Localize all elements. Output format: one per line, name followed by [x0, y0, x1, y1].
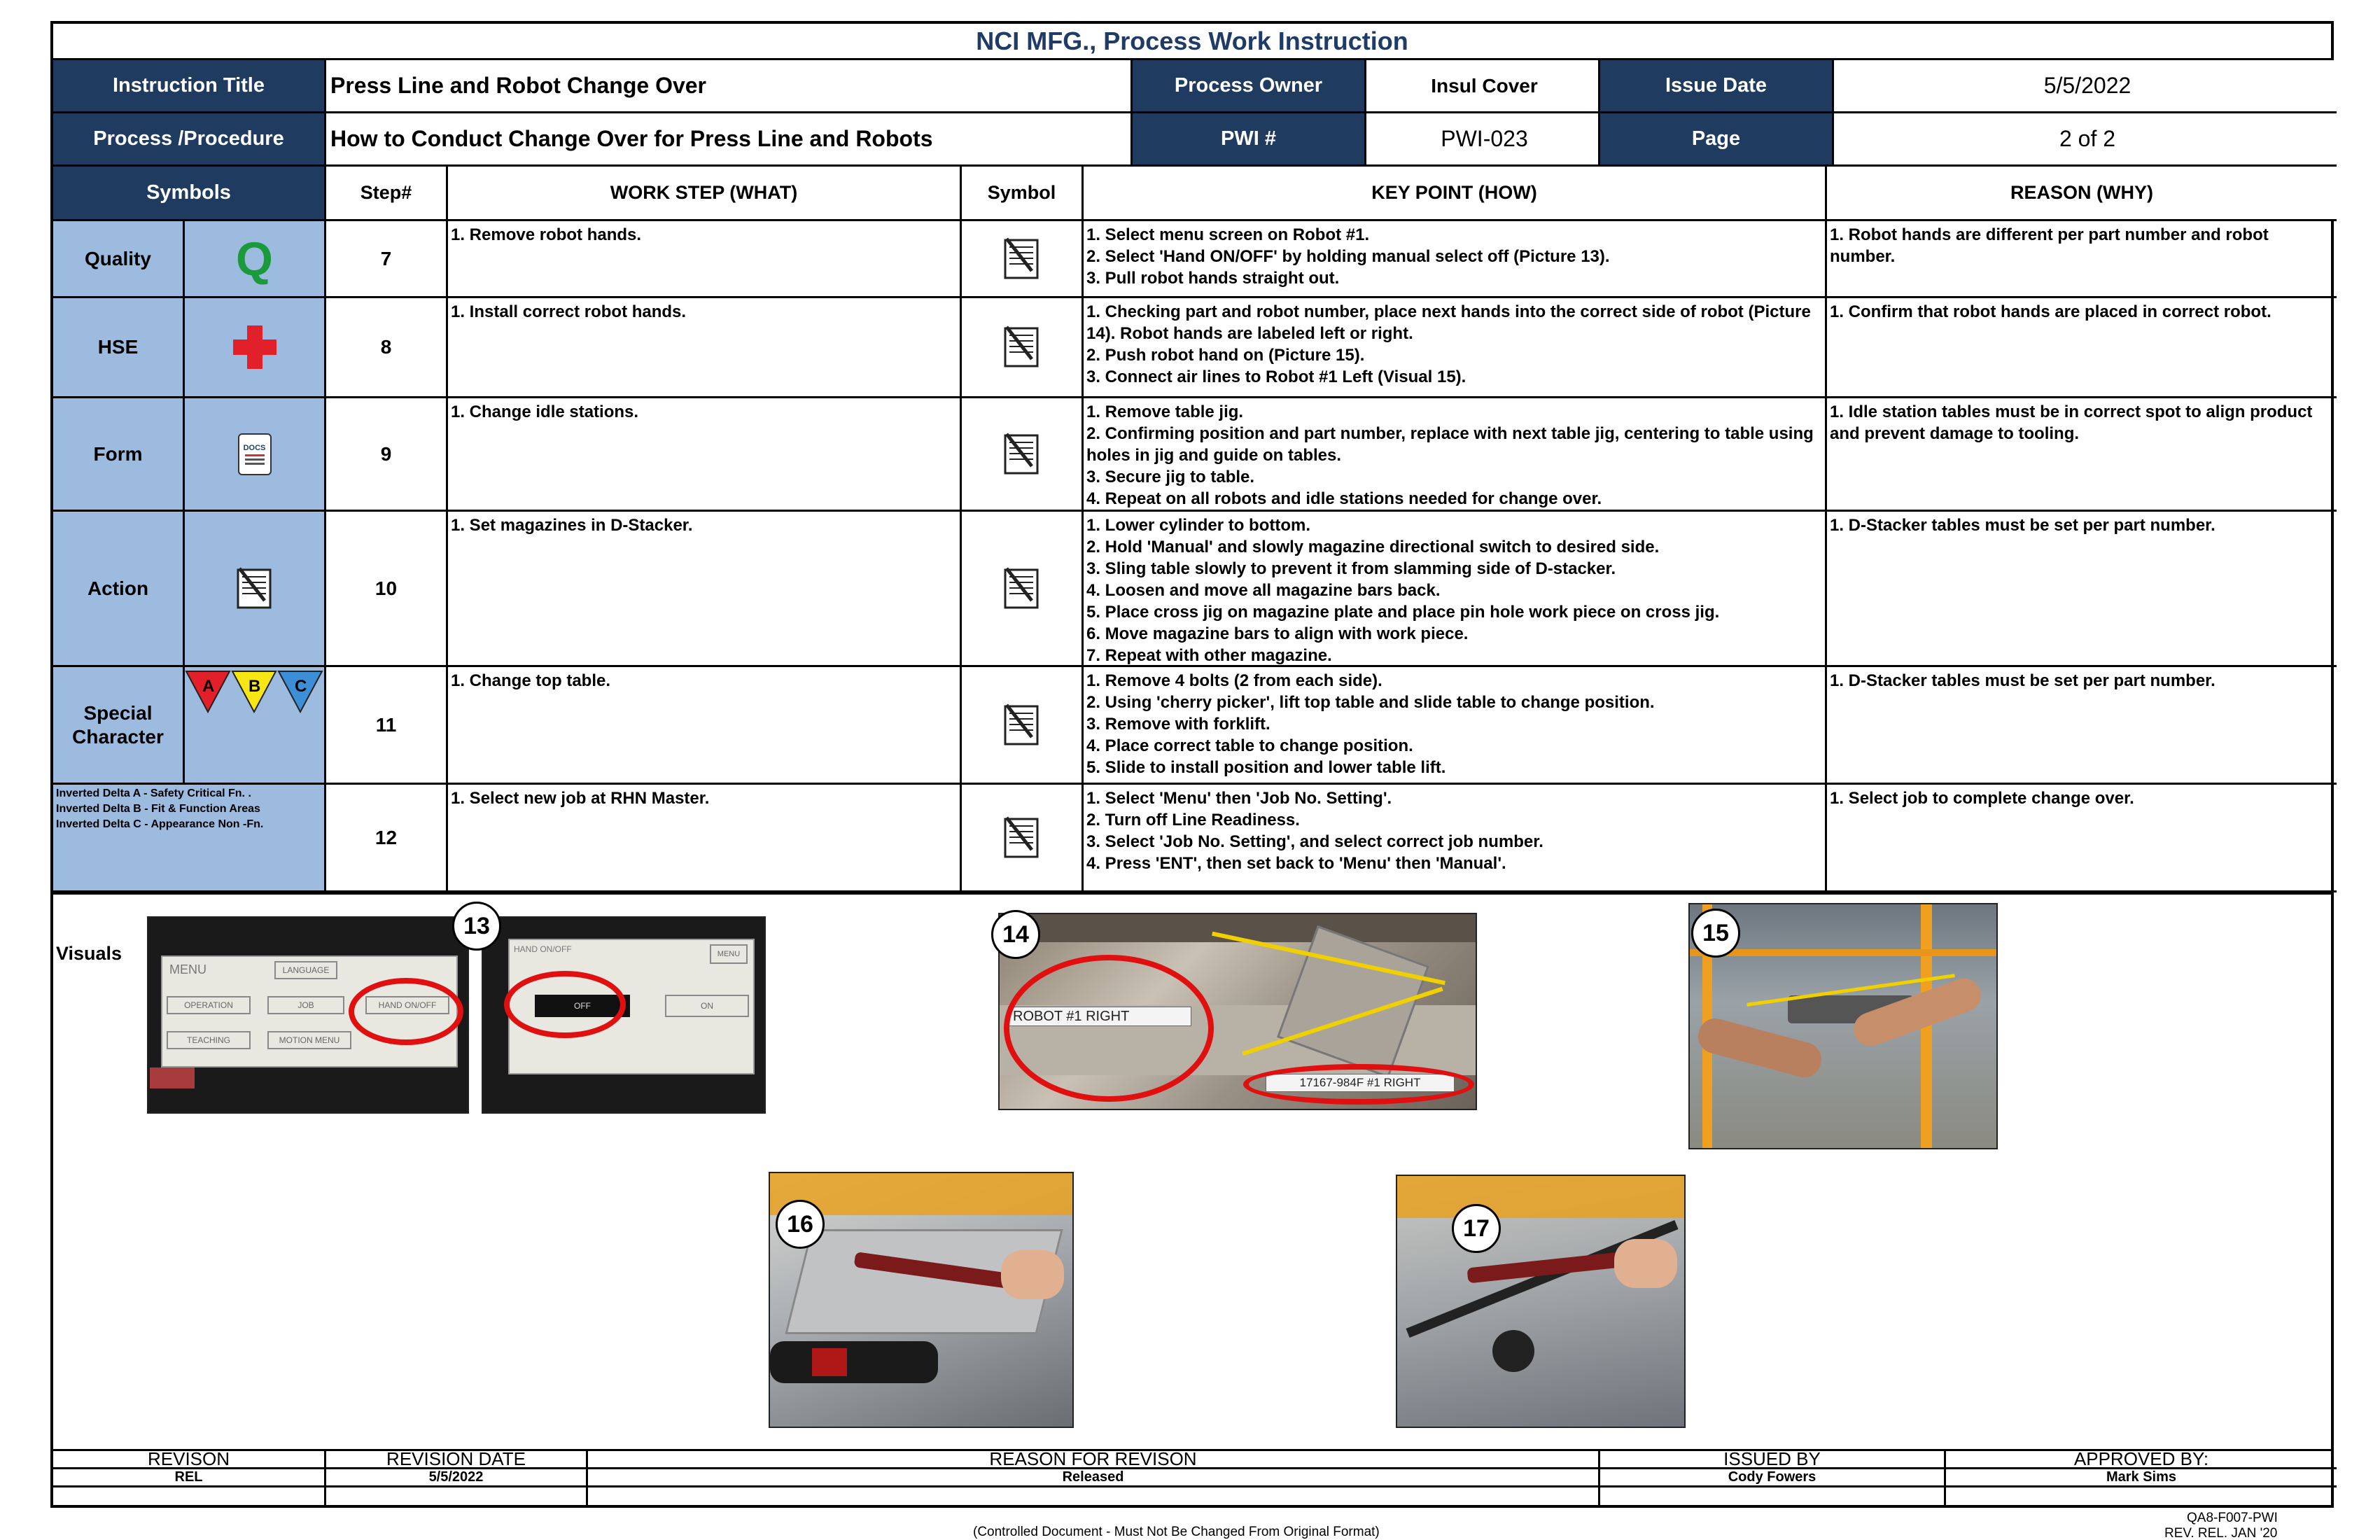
key-point-line: 4. Press 'ENT', then set back to 'Menu' then 'Manual'.	[1086, 854, 1506, 873]
key-point-text	[1084, 667, 1827, 785]
key-point-line: 3. Pull robot hands straight out.	[1086, 269, 1340, 288]
robot-label: ROBOT #1 RIGHT	[1008, 1007, 1191, 1026]
key-point-line: 2. Push robot hand on (Picture 15).	[1086, 346, 1365, 365]
key-point-line: 7. Repeat with other magazine.	[1086, 646, 1332, 665]
picture-13-hand-screen	[482, 916, 766, 1114]
instruction-title-value: Press Line and Robot Change Over	[326, 60, 1133, 113]
work-step-text: 1. Install correct robot hands.	[448, 298, 962, 398]
step-number: 9	[326, 398, 448, 512]
reason-text: 1. D-Stacker tables must be set per part number.	[1827, 512, 2337, 667]
delta-note: Inverted Delta C - Appearance Non -Fn.	[56, 818, 264, 830]
hmi-operation-button: OPERATION	[167, 996, 251, 1014]
key-point-line: 1. Remove table jig.	[1086, 402, 1244, 421]
pencil-paper-icon	[1001, 567, 1043, 610]
work-instruction-sheet	[50, 21, 2334, 1508]
legend-notes	[53, 785, 326, 892]
issue-date-label: Issue Date	[1600, 60, 1834, 113]
key-point-line: 1. Select 'Menu' then 'Job No. Setting'.	[1086, 789, 1392, 808]
process-owner-label: Process Owner	[1133, 60, 1366, 113]
delta-note: Inverted Delta B - Fit & Function Areas	[56, 803, 260, 815]
procedure-value: How to Conduct Change Over for Press Line and Robots	[326, 113, 1133, 167]
work-step-text: 1. Remove robot hands.	[448, 221, 962, 298]
key-point-line: 1. Select menu screen on Robot #1.	[1086, 225, 1370, 244]
step-number: 11	[326, 667, 448, 785]
approved-by-header: APPROVED BY:	[1946, 1451, 2337, 1469]
issued-by-header: ISSUED BY	[1600, 1451, 1946, 1469]
pwi-value: PWI-023	[1366, 113, 1600, 167]
revision-date-value: 5/5/2022	[326, 1469, 588, 1488]
picture-badge-16: 16	[776, 1200, 825, 1249]
red-cross-icon	[230, 323, 279, 372]
issue-date-value: 5/5/2022	[1834, 60, 2337, 113]
revision-empty-cell	[53, 1488, 326, 1508]
legend-quality-symbol	[185, 221, 326, 298]
key-point-line: 2. Using 'cherry picker', lift top table and slide table to change position.	[1086, 693, 1655, 712]
picture-badge-15: 15	[1691, 909, 1740, 958]
pencil-paper-icon	[1001, 433, 1043, 476]
step-number: 10	[326, 512, 448, 667]
key-point-line: 4. Repeat on all robots and idle stations needed for change over.	[1086, 489, 1602, 508]
picture-17-secure-jig	[1396, 1175, 1686, 1428]
step-number: 12	[326, 785, 448, 892]
key-point-line: 3. Sling table slowly to prevent it from slamming side of D-stacker.	[1086, 559, 1616, 578]
instruction-title-label: Instruction Title	[53, 60, 326, 113]
reason-text: 1. Robot hands are different per part number and robot number.	[1827, 221, 2337, 298]
red-fitting	[812, 1348, 847, 1376]
worker-hand	[1614, 1239, 1677, 1288]
reason-text: 1. Select job to complete change over.	[1827, 785, 2337, 892]
key-point-line: 3. Secure jig to table.	[1086, 468, 1255, 486]
legend-action-label: Action	[53, 512, 185, 667]
form-revision: REV. REL. JAN '20	[2164, 1526, 2278, 1540]
step-symbol	[962, 667, 1084, 785]
legend-hse-label: HSE	[53, 298, 185, 398]
legend-action-symbol	[185, 512, 326, 667]
hmi-motion-menu-button: MOTION MENU	[267, 1031, 351, 1049]
quality-q-icon: Q	[236, 232, 273, 286]
work-step-text: 1. Change top table.	[448, 667, 962, 785]
revision-empty-cell	[588, 1488, 1600, 1508]
key-point-text	[1084, 298, 1827, 398]
key-point-line: 2. Turn off Line Readiness.	[1086, 811, 1300, 830]
key-point-line: 6. Move magazine bars to align with work piece.	[1086, 624, 1469, 643]
pwi-label: PWI #	[1133, 113, 1366, 167]
worker-hand	[1001, 1250, 1064, 1299]
revision-date-header: REVISION DATE	[326, 1451, 588, 1469]
legend-special-symbol	[185, 667, 326, 785]
picture-badge-13: 13	[452, 902, 501, 951]
reason-text: 1. Idle station tables must be in correct spot to align product and prevent damage to tooling.	[1827, 398, 2337, 512]
reason-for-revision-value: Released	[588, 1469, 1600, 1488]
step-number: 8	[326, 298, 448, 398]
hmi-hand-onoff-title: HAND ON/OFF	[514, 944, 572, 954]
key-point-line: 2. Select 'Hand ON/OFF' by holding manual select off (Picture 13).	[1086, 247, 1610, 266]
approved-by-value: Mark Sims	[1946, 1469, 2337, 1488]
hmi-menu-title: MENU	[169, 962, 206, 976]
symbols-header: Symbols	[53, 167, 326, 221]
legend-hse-symbol	[185, 298, 326, 398]
hmi-teaching-button: TEACHING	[167, 1031, 251, 1049]
picture-badge-17: 17	[1452, 1204, 1501, 1253]
key-point-line: 5. Place cross jig on magazine plate and place pin hole work piece on cross jig.	[1086, 603, 1720, 622]
pencil-paper-icon	[234, 567, 276, 610]
work-step-text: 1. Select new job at RHN Master.	[448, 785, 962, 892]
picture-13-menu-screen	[147, 916, 469, 1114]
legend-quality-label: Quality	[53, 221, 185, 298]
page-value: 2 of 2	[1834, 113, 2337, 167]
legend-special-label: Special Character	[53, 667, 185, 785]
key-point-text	[1084, 512, 1827, 667]
reason-header: REASON (WHY)	[1827, 167, 2337, 221]
work-step-text: 1. Set magazines in D-Stacker.	[448, 512, 962, 667]
delta-b-label: B	[248, 677, 261, 696]
table-divider	[53, 892, 2331, 895]
hmi-hand-onoff-button: HAND ON/OFF	[365, 996, 449, 1014]
key-point-header: KEY POINT (HOW)	[1084, 167, 1827, 221]
step-symbol	[962, 221, 1084, 298]
revision-empty-cell	[1600, 1488, 1946, 1508]
red-highlight-circle	[349, 978, 463, 1045]
procedure-label: Process /Procedure	[53, 113, 326, 167]
key-point-text	[1084, 785, 1827, 892]
document-icon	[238, 433, 272, 475]
part-label: 17167-984F #1 RIGHT	[1266, 1074, 1455, 1092]
key-point-line: 1. Remove 4 bolts (2 from each side).	[1086, 671, 1382, 690]
reason-for-revision-header: REASON FOR REVISON	[588, 1451, 1600, 1469]
delta-note: Inverted Delta A - Safety Critical Fn. .	[56, 788, 251, 799]
key-point-text	[1084, 221, 1827, 298]
key-point-line: 4. Loosen and move all magazine bars back.	[1086, 581, 1441, 600]
key-point-line: 1. Lower cylinder to bottom.	[1086, 516, 1311, 535]
reason-text: 1. Confirm that robot hands are placed in correct robot.	[1827, 298, 2337, 398]
controlled-document-note: (Controlled Document - Must Not Be Changed From Original Format)	[973, 1525, 1380, 1539]
pencil-paper-icon	[1001, 237, 1043, 281]
step-symbol	[962, 298, 1084, 398]
worker-arm	[1695, 1015, 1826, 1082]
bolt	[1492, 1330, 1534, 1372]
screen-sticker	[150, 1068, 195, 1088]
key-point-line: 3. Remove with forklift.	[1086, 715, 1270, 734]
delta-c-label: C	[295, 677, 307, 696]
revision-value: REL	[53, 1469, 326, 1488]
key-point-line: 3. Connect air lines to Robot #1 Left (Visual 15).	[1086, 368, 1466, 386]
pencil-paper-icon	[1001, 326, 1043, 369]
work-step-text: 1. Change idle stations.	[448, 398, 962, 512]
visuals-label: Visuals	[56, 943, 122, 964]
key-point-line: 2. Confirming position and part number, replace with next table jig, centering to table using holes in jig and guide on tables.	[1086, 424, 1814, 465]
pencil-paper-icon	[1001, 704, 1043, 747]
picture-14-robot-hands	[998, 913, 1477, 1110]
revision-header: REVISON	[53, 1451, 326, 1469]
delta-a-label: A	[202, 677, 215, 696]
key-point-line: 2. Hold 'Manual' and slowly magazine directional switch to desired side.	[1086, 538, 1660, 556]
key-point-line: 5. Slide to install position and lower table lift.	[1086, 758, 1446, 777]
hmi-on-button: ON	[665, 995, 749, 1017]
form-number: QA8-F007-PWI	[2187, 1511, 2278, 1525]
step-symbol	[962, 398, 1084, 512]
picture-badge-14: 14	[991, 910, 1040, 959]
hmi-off-button: OFF	[535, 995, 630, 1017]
work-step-header: WORK STEP (WHAT)	[448, 167, 962, 221]
symbol-header: Symbol	[962, 167, 1084, 221]
step-number: 7	[326, 221, 448, 298]
red-highlight-circle	[1243, 1064, 1474, 1105]
hmi-job-button: JOB	[267, 996, 344, 1014]
hmi-menu-button: MENU	[710, 944, 748, 964]
docs-text: DOCS	[243, 443, 266, 452]
issued-by-value: Cody Fowers	[1600, 1469, 1946, 1488]
page-label: Page	[1600, 113, 1834, 167]
reason-text: 1. D-Stacker tables must be set per part number.	[1827, 667, 2337, 785]
key-point-line: 1. Checking part and robot number, place next hands into the correct side of robot (Picture 14). Robot hands are labeled left or right.	[1086, 302, 1811, 343]
step-header: Step#	[326, 167, 448, 221]
key-point-line: 3. Select 'Job No. Setting', and select correct job number.	[1086, 832, 1544, 851]
revision-empty-cell	[326, 1488, 588, 1508]
black-hose	[770, 1341, 938, 1383]
pencil-paper-icon	[1001, 816, 1043, 860]
process-owner-value: Insul Cover	[1366, 60, 1600, 113]
key-point-text	[1084, 398, 1827, 512]
hmi-language-button: LANGUAGE	[274, 961, 337, 979]
legend-form-label: Form	[53, 398, 185, 512]
key-point-line: 4. Place correct table to change position.	[1086, 736, 1413, 755]
doc-title: NCI MFG., Process Work Instruction	[53, 24, 2331, 60]
legend-form-symbol	[185, 398, 326, 512]
step-symbol	[962, 512, 1084, 667]
red-highlight-circle	[1004, 955, 1214, 1102]
red-highlight-circle	[504, 971, 626, 1038]
step-symbol	[962, 785, 1084, 892]
